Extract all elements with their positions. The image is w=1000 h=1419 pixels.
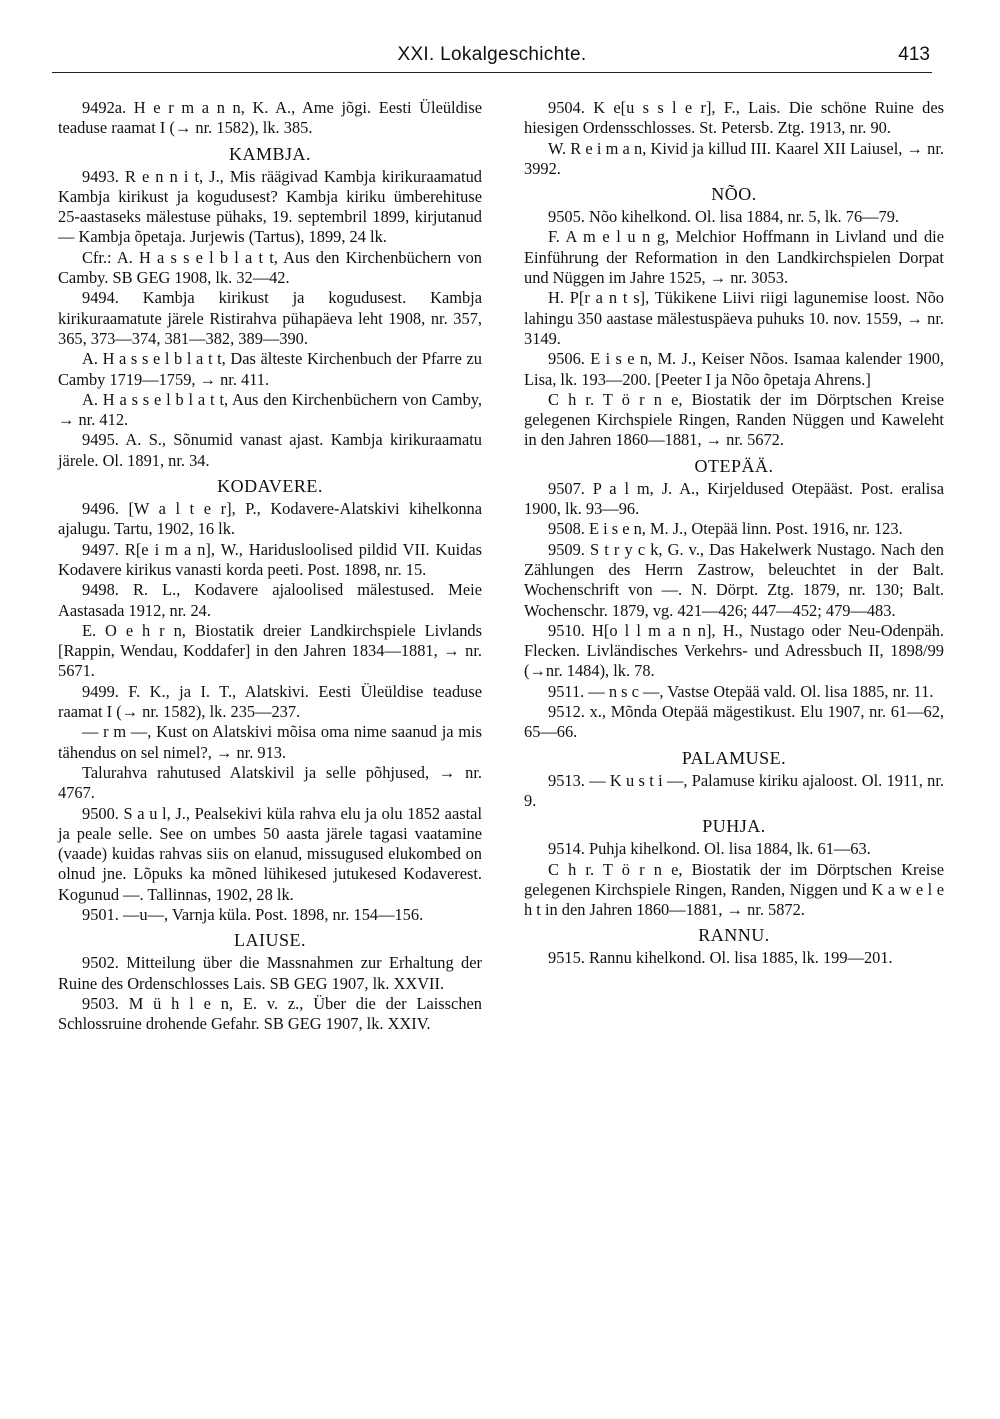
bibliography-entry: 9502. Mitteilung über die Massnahmen zur Erhaltung der Ruine des Ordenschlosses Lais. SB GEG 1907, lk. XXVII. (58, 953, 482, 993)
bibliography-entry: 9492a. H e r m a n n, K. A., Ame jõgi. Eesti Üleüldise teaduse raamat I (→ nr. 1582), lk. 385. (58, 98, 482, 138)
bibliography-entry: Cfr.: A. H a s s e l b l a t t, Aus den Kirchenbüchern von Camby. SB GEG 1908, lk. 32—42. (58, 247, 482, 288)
bibliography-entry: 9495. A. S., Sõnumid vanast ajast. Kambja kirikuraamatu järele. Ol. 1891, nr. 34. (58, 430, 482, 470)
right-column (524, 98, 944, 969)
section-heading: LAIUSE. (234, 930, 306, 951)
bibliography-entry: 9510. H[o l l m a n n], H., Nustago oder Neu-Odenpäh. Flecken. Livländisches Verkehrs- und Adressbuch II, 1898/99 (→nr. 1484), lk. 78. (524, 620, 944, 681)
bibliography-entry: Talurahva rahutused Alatskivil ja selle põhjused, → nr. 4767. (58, 762, 482, 803)
bibliography-entry: 9498. R. L., Kodavere ajaloolised mälestused. Meie Aastasada 1912, nr. 24. (58, 580, 482, 620)
bibliography-entry: 9506. E i s e n, M. J., Keiser Nõos. Isamaa kalender 1900, Lisa, lk. 193—200. [Peeter I ja Nõo õpetaja Ahrens.] (524, 349, 944, 389)
bibliography-entry: 9496. [W a l t e r], P., Kodavere-Alatskivi kihelkonna ajalugu. Tartu, 1902, 16 lk. (58, 499, 482, 539)
bibliography-entry: 9497. R[e i m a n], W., Haridusloolised pildid VII. Kuidas Kodavere kirikus vanasti korda peeti. Post. 1898, nr. 15. (58, 539, 482, 579)
bibliography-entry: 9512. x., Mõnda Otepää mägestikust. Elu 1907, nr. 61—62, 65—66. (524, 702, 944, 742)
bibliography-entry: 9501. —u—, Varnja küla. Post. 1898, nr. 154—156. (82, 904, 424, 924)
bibliography-entry: 9494. Kambja kirikust ja kogudusest. Kambja kirikuraamatute järele Ristirahva pühapäeva leht 1908, nr. 357, 365, 373—374, 381—382, 389—390. (58, 288, 482, 348)
bibliography-entry: 9505. Nõo kihelkond. Ol. lisa 1884, nr. 5, lk. 76—79. (548, 207, 900, 227)
bibliography-entry: W. R e i m a n, Kivid ja killud III. Kaarel XII Laiusel, → nr. 3992. (524, 138, 944, 178)
bibliography-entry: A. H a s s e l b l a t t, Das älteste Kirchenbuch der Pfarre zu Camby 1719—1759, → nr. 411. (58, 349, 482, 389)
bibliography-entry: — r m —, Kust on Alatskivi mõisa oma nime saanud ja mis tähendus on sel nimel?, → nr. 913. (58, 722, 482, 762)
bibliography-entry: 9500. S a u l, J., Pealsekivi küla rahva elu ja olu 1852 aastal ja peale selle. See on umbes 50 aasta järele tagasi vaatamine (vaade) kuidas rahvas siis on elanud, missugused elukombed on olnud jne. Lõpuks ka mõned lühikesed jutukesed Kodaverest. Kogunud —. Tallinnas, 1902, 28 lk. (58, 803, 482, 904)
section-heading: PALAMUSE. (681, 747, 787, 768)
bibliography-entry: 9493. R e n n i t, J., Mis räägivad Kambja kirikuraamatud Kambja kirikust ja kogudusest? Kambja kiriku ümberehituse 25-aastaseks mälestuse pühaks, 19. septembril 1899, kirjutanud — Kambja õpetaja. Jurjewis (Tartus), 1899, 24 lk. (58, 166, 482, 247)
bibliography-entry: 9509. S t r y c k, G. v., Das Hakelwerk Nustago. Nach den Zählungen des Herrn Zastrow, beleuchtet in der Balt. Wochenschrift von —. N. Dörpt. Ztg. 1879, nr. 130; Balt. Wochenschr. 1879, vg. 421—426; 447—452; 479—483. (524, 539, 944, 620)
section-heading: PUHJA. (702, 816, 766, 837)
bibliography-entry: C h r. T ö r n e, Biostatik der im Dörptschen Kreise gelegenen Kirchspiele Ringen, Randen, Niggen und K a w e l e h t in den Jahren 1860—1881, → nr. 5872. (524, 859, 944, 920)
section-heading: OTEPÄÄ. (694, 455, 774, 476)
bibliography-entry: 9515. Rannu kihelkond. Ol. lisa 1885, lk. 199—201. (548, 948, 893, 968)
section-heading: KODAVERE. (217, 476, 323, 497)
bibliography-entry: 9499. F. K., ja I. T., Alatskivi. Eesti Üleüldise teaduse raamat I (→ nr. 1582), lk. 235—237. (58, 681, 482, 722)
bibliography-entry: 9503. M ü h l e n, E. v. z., Über die der Laisschen Schlossruine drohende Gefahr. SB GEG 1907, lk. XXIV. (58, 993, 482, 1034)
bibliography-entry: 9511. — n s c —, Vastse Otepää vald. Ol. lisa 1885, nr. 11. (548, 681, 934, 701)
chapter-title: XXI. Lokalgeschichte. (397, 44, 587, 65)
bibliography-entry: 9508. E i s e n, M. J., Otepää linn. Post. 1916, nr. 123. (548, 519, 903, 539)
running-header (52, 38, 932, 73)
section-heading: KAMBJA. (228, 143, 311, 164)
bibliography-entry: 9513. — K u s t i —, Palamuse kiriku ajaloost. Ol. 1911, nr. 9. (524, 770, 944, 810)
left-column (58, 98, 482, 1034)
section-heading: RANNU. (698, 925, 770, 946)
bibliography-entry: H. P[r a n t s], Tükikene Liivi riigi lagunemise loost. Nõo lahingu 350 aastase mälestuspäeva puhuks 10. nov. 1559, → nr. 3149. (524, 288, 944, 348)
bibliography-entry: C h r. T ö r n e, Biostatik der im Dörptschen Kreise gelegenen Kirchspiele Ringen, Randen Nüggen und Kaweleht in den Jahren 1860—1881, → nr. 5672. (524, 389, 944, 450)
bibliography-entry: 9504. K e[u s s l e r], F., Lais. Die schöne Ruine des hiesigen Ordensschlosses. St. Petersb. Ztg. 1913, nr. 90. (524, 98, 944, 138)
bibliography-entry: 9507. P a l m, J. A., Kirjeldused Otepääst. Post. eralisa 1900, lk. 93—96. (524, 478, 944, 519)
bibliography-entry: F. A m e l u n g, Melchior Hoffmann in Livland und die Einführung der Reformation in den Landkirchspielen Dorpat und Nüggen im Jahre 1525, → nr. 3053. (524, 227, 944, 288)
bibliography-entry: 9514. Puhja kihelkond. Ol. lisa 1884, lk. 61—63. (548, 839, 871, 859)
section-heading: NÕO. (711, 184, 757, 205)
bibliography-entry: E. O e h r n, Biostatik dreier Landkirchspiele Livlands [Rappin, Wendau, Koddafer] in den Jahren 1834—1881, → nr. 5671. (58, 620, 482, 681)
bibliography-entry: A. H a s s e l b l a t t, Aus den Kirchenbüchern von Camby, → nr. 412. (58, 389, 482, 430)
page-number: 413 (898, 44, 930, 65)
